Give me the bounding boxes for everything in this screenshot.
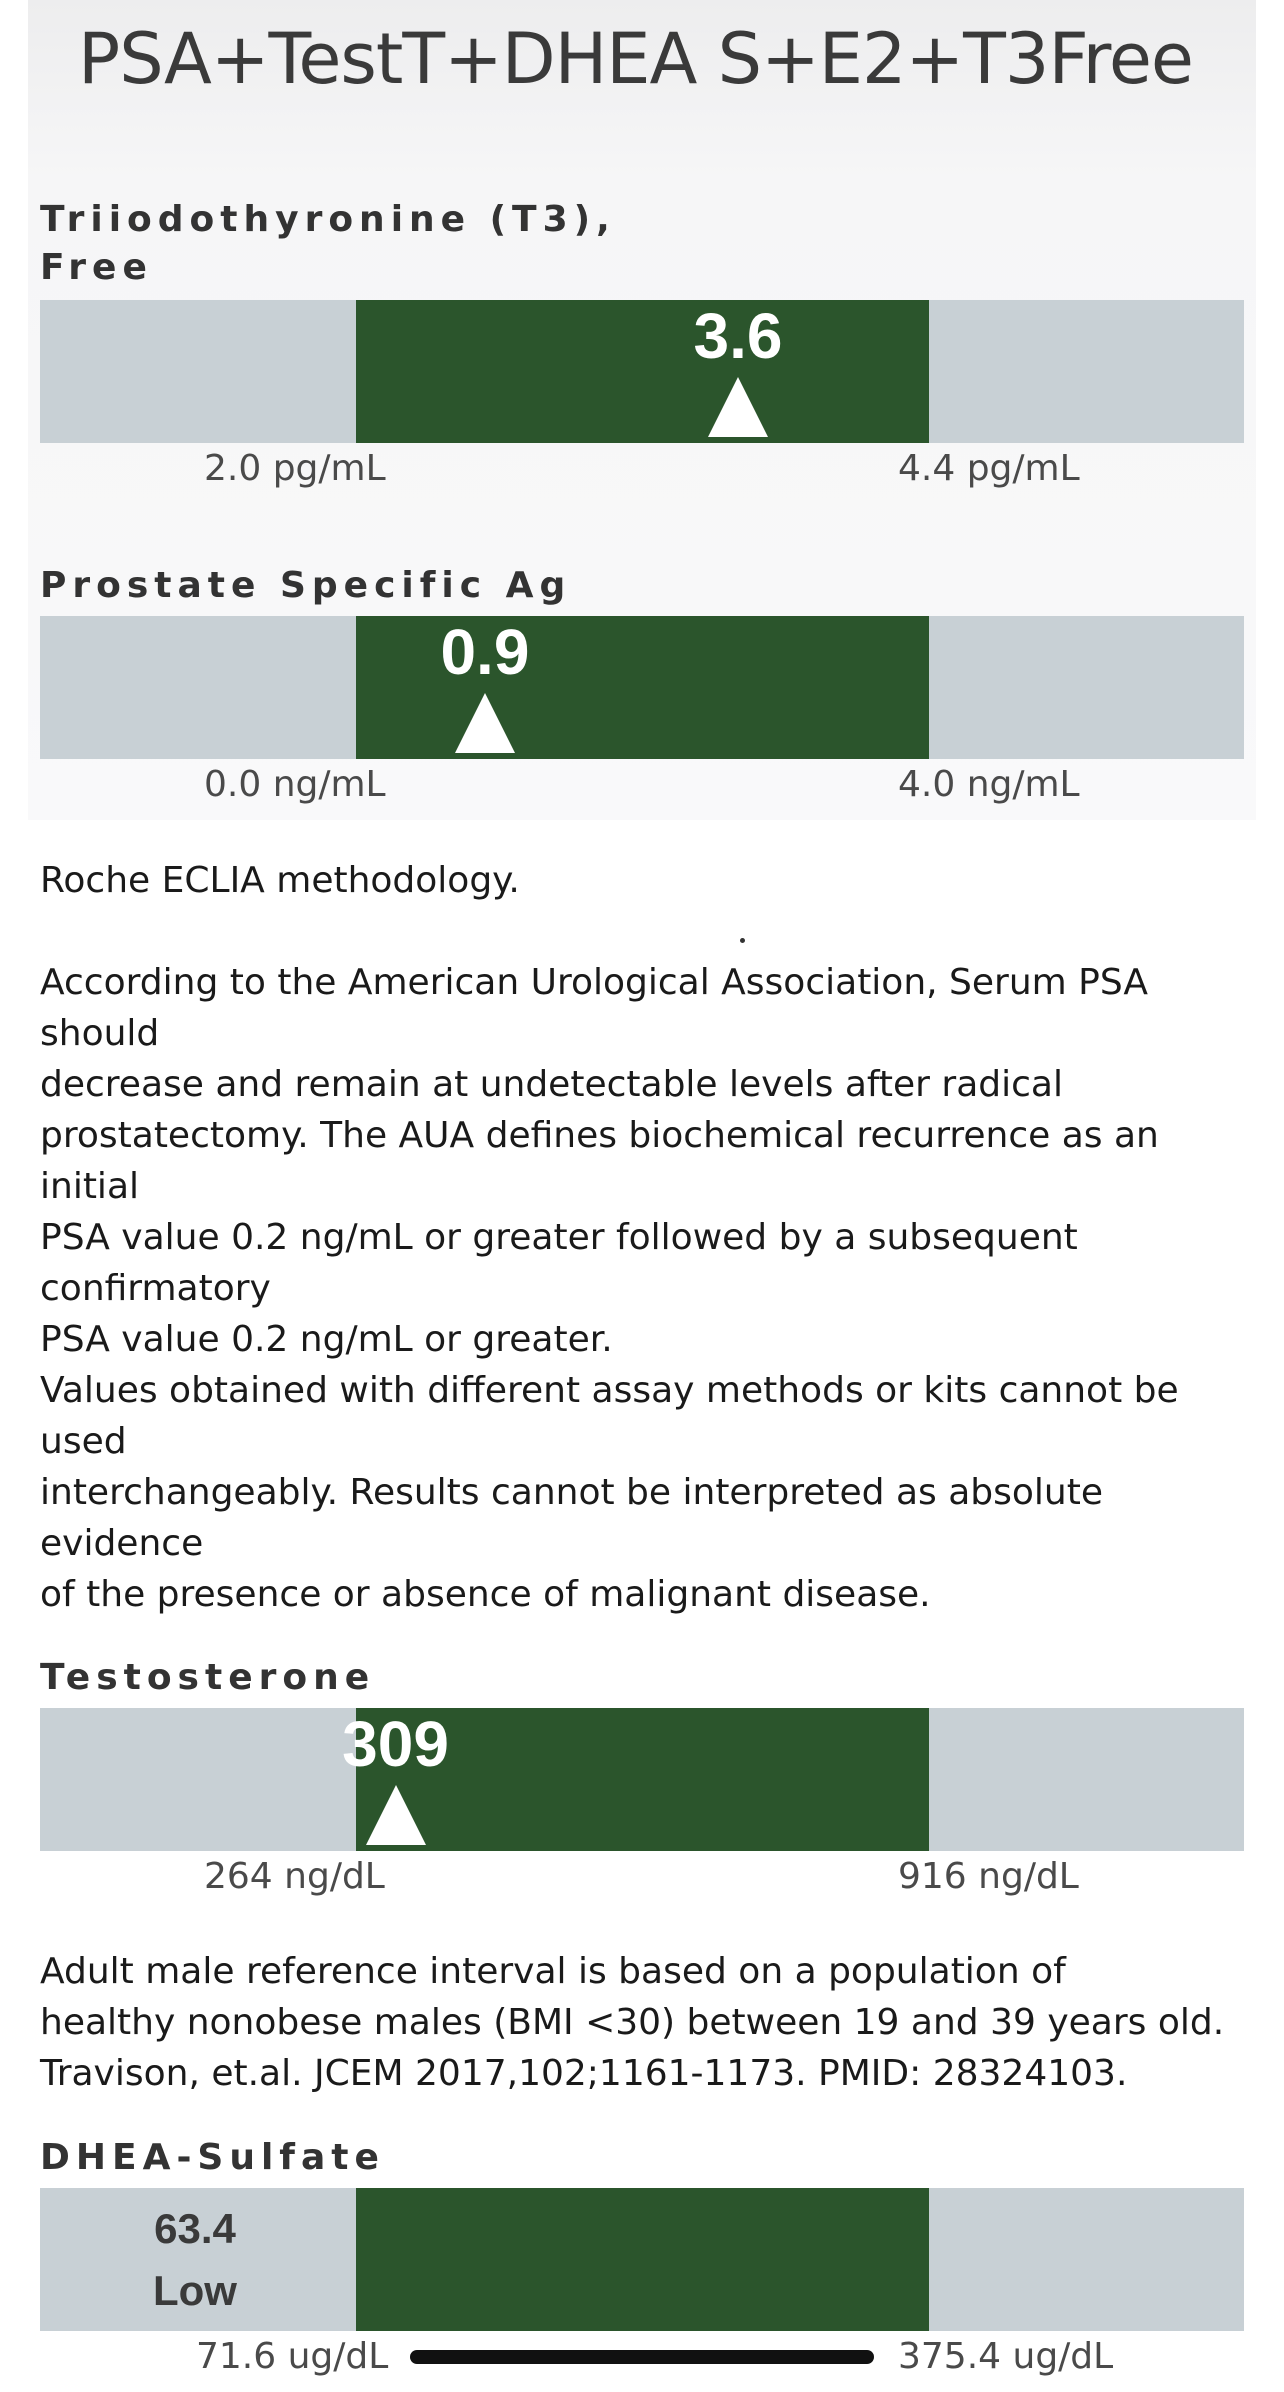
range-high-t3: 4.4 pg/mL: [898, 448, 1080, 489]
test-name-psa: Prostate Specific Ag: [40, 565, 572, 606]
range-high-psa: 4.0 ng/mL: [898, 764, 1080, 805]
result-pointer-icon: [455, 693, 515, 753]
test-name-testosterone: Testosterone: [40, 1657, 376, 1698]
test-name-t3-line2: Free: [40, 247, 153, 288]
note-line: of the presence or absence of malignant disease.: [40, 1574, 931, 1615]
note-line: According to the American Urological Association, Serum PSA: [40, 962, 1149, 1003]
result-value-dhea: 63.4: [154, 2205, 236, 2252]
test-name-t3-line1: Triiodothyronine (T3),: [40, 199, 616, 240]
note-line: initial: [40, 1166, 139, 1207]
test-name-t3: [40, 196, 740, 292]
psa-interpretation-note: [40, 957, 1250, 1620]
note-line: PSA value 0.2 ng/mL or greater.: [40, 1319, 613, 1360]
note-line: evidence: [40, 1523, 204, 1564]
range-low-dhea: 71.6 ug/dL: [196, 2336, 389, 2377]
result-pointer-icon: [366, 1785, 426, 1845]
range-high-dhea: 375.4 ug/dL: [898, 2336, 1114, 2377]
note-line: PSA value 0.2 ng/mL or greater followed by a subsequent: [40, 1217, 1078, 1258]
result-marker-testosterone: [336, 1708, 456, 1851]
range-low-t3: 2.0 pg/mL: [204, 448, 386, 489]
result-marker-psa: [425, 616, 545, 759]
note-line: Values obtained with different assay methods or kits cannot be: [40, 1370, 1179, 1411]
note-line: interchangeably. Results cannot be interpreted as absolute: [40, 1472, 1103, 1513]
home-indicator[interactable]: [410, 2350, 874, 2364]
result-flag-dhea: Low: [153, 2267, 237, 2314]
note-line: decrease and remain at undetectable levels after radical: [40, 1064, 1063, 1105]
range-high-testosterone: 916 ng/dL: [898, 1856, 1079, 1897]
result-value-testosterone: 309: [342, 1708, 449, 1780]
note-line: healthy nonobese males (BMI <30) between 19 and 39 years old.: [40, 2002, 1225, 2043]
result-value-t3: 3.6: [693, 300, 783, 372]
note-line: should: [40, 1013, 160, 1054]
normal-range-band: [356, 300, 929, 443]
result-low-flag-dhea: [120, 2198, 270, 2322]
result-marker-t3: [678, 300, 798, 443]
psa-method-note: Roche ECLIA methodology.: [40, 860, 520, 901]
note-line: Adult male reference interval is based on a population of: [40, 1951, 1066, 1992]
range-bar-testosterone: [40, 1708, 1244, 1851]
range-low-testosterone: 264 ng/dL: [204, 1856, 385, 1897]
result-value-psa: 0.9: [440, 616, 530, 688]
range-bar-t3: [40, 300, 1244, 443]
range-low-psa: 0.0 ng/mL: [204, 764, 386, 805]
note-line: used: [40, 1421, 127, 1462]
note-line: Travison, et.al. JCEM 2017,102;1161-1173. PMID: 28324103.: [40, 2053, 1128, 2094]
testosterone-reference-note: [40, 1946, 1250, 2099]
note-line: confirmatory: [40, 1268, 271, 1309]
separator-dot: [740, 938, 745, 943]
note-line: prostatectomy. The AUA defines biochemical recurrence as an: [40, 1115, 1159, 1156]
result-pointer-icon: [708, 377, 768, 437]
test-name-dhea: DHEA-Sulfate: [40, 2137, 385, 2178]
normal-range-band: [356, 2188, 929, 2331]
page-title: PSA+TestT+DHEA S+E2+T3Free: [78, 18, 1193, 100]
range-bar-psa: [40, 616, 1244, 759]
range-bar-dhea: [40, 2188, 1244, 2331]
